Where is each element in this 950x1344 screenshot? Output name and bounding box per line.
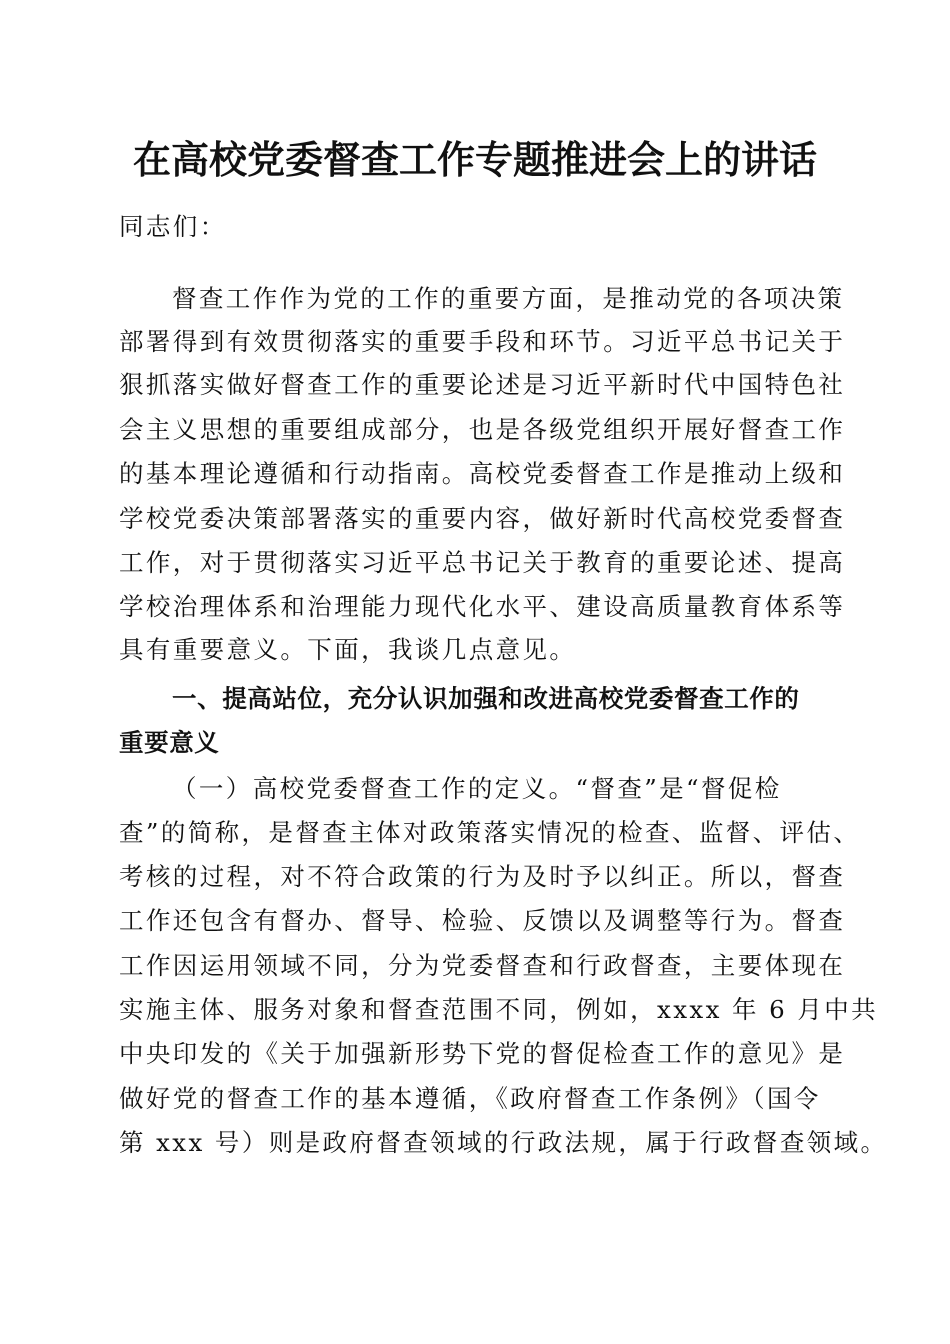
section1-line-8: 做好党的督查工作的基本遵循，《政府督查工作条例》（国令 (119, 1084, 821, 1113)
section1-line-6: 实施主体、服务对象和督查范围不同，例如，xxxx 年 6 月中共 (119, 995, 879, 1024)
intro-line-5: 的基本理论遵循和行动指南。高校党委督查工作是推动上级和 (119, 459, 846, 488)
intro-line-6: 学校党委决策部署落实的重要内容，做好新时代高校党委督查 (119, 504, 846, 533)
section1-line-9: 第 xxx 号）则是政府督查领域的行政法规，属于行政督查领域。 (119, 1128, 888, 1157)
intro-line-3: 狠抓落实做好督查工作的重要论述是习近平新时代中国特色社 (119, 370, 846, 399)
section1-line-1: （一）高校党委督查工作的定义。“督查”是“督促检 (172, 774, 782, 803)
intro-line-8: 学校治理体系和治理能力现代化水平、建设高质量教育体系等 (119, 592, 846, 621)
section1-line-2: 查”的简称，是督查主体对政策落实情况的检查、监督、评估、 (119, 818, 861, 847)
greeting: 同志们： (119, 212, 227, 241)
section1-line-4: 工作还包含有督办、督导、检验、反馈以及调整等行为。督查 (119, 906, 846, 935)
document-title: 在高校党委督查工作专题推进会上的讲话 (132, 137, 817, 182)
intro-line-7: 工作，对于贯彻落实习近平总书记关于教育的重要论述、提高 (119, 548, 846, 577)
section1-line-3: 考核的过程，对不符合政策的行为及时予以纠正。所以，督查 (119, 862, 846, 891)
intro-line-2: 部署得到有效贯彻落实的重要手段和环节。习近平总书记关于 (119, 327, 846, 356)
section-heading-line-1: 一、提高站位，充分认识加强和改进高校党委督查工作的 (172, 684, 800, 713)
intro-line-9: 具有重要意义。下面，我谈几点意见。 (119, 635, 577, 664)
section1-line-5: 工作因运用领域不同，分为党委督查和行政督查，主要体现在 (119, 951, 846, 980)
intro-line-4: 会主义思想的重要组成部分，也是各级党组织开展好督查工作 (119, 415, 846, 444)
section1-line-7: 中央印发的《关于加强新形势下党的督促检查工作的意见》是 (119, 1039, 846, 1068)
intro-line-1: 督查工作作为党的工作的重要方面，是推动党的各项决策 (172, 284, 845, 313)
section-heading-line-2: 重要意义 (119, 728, 220, 757)
